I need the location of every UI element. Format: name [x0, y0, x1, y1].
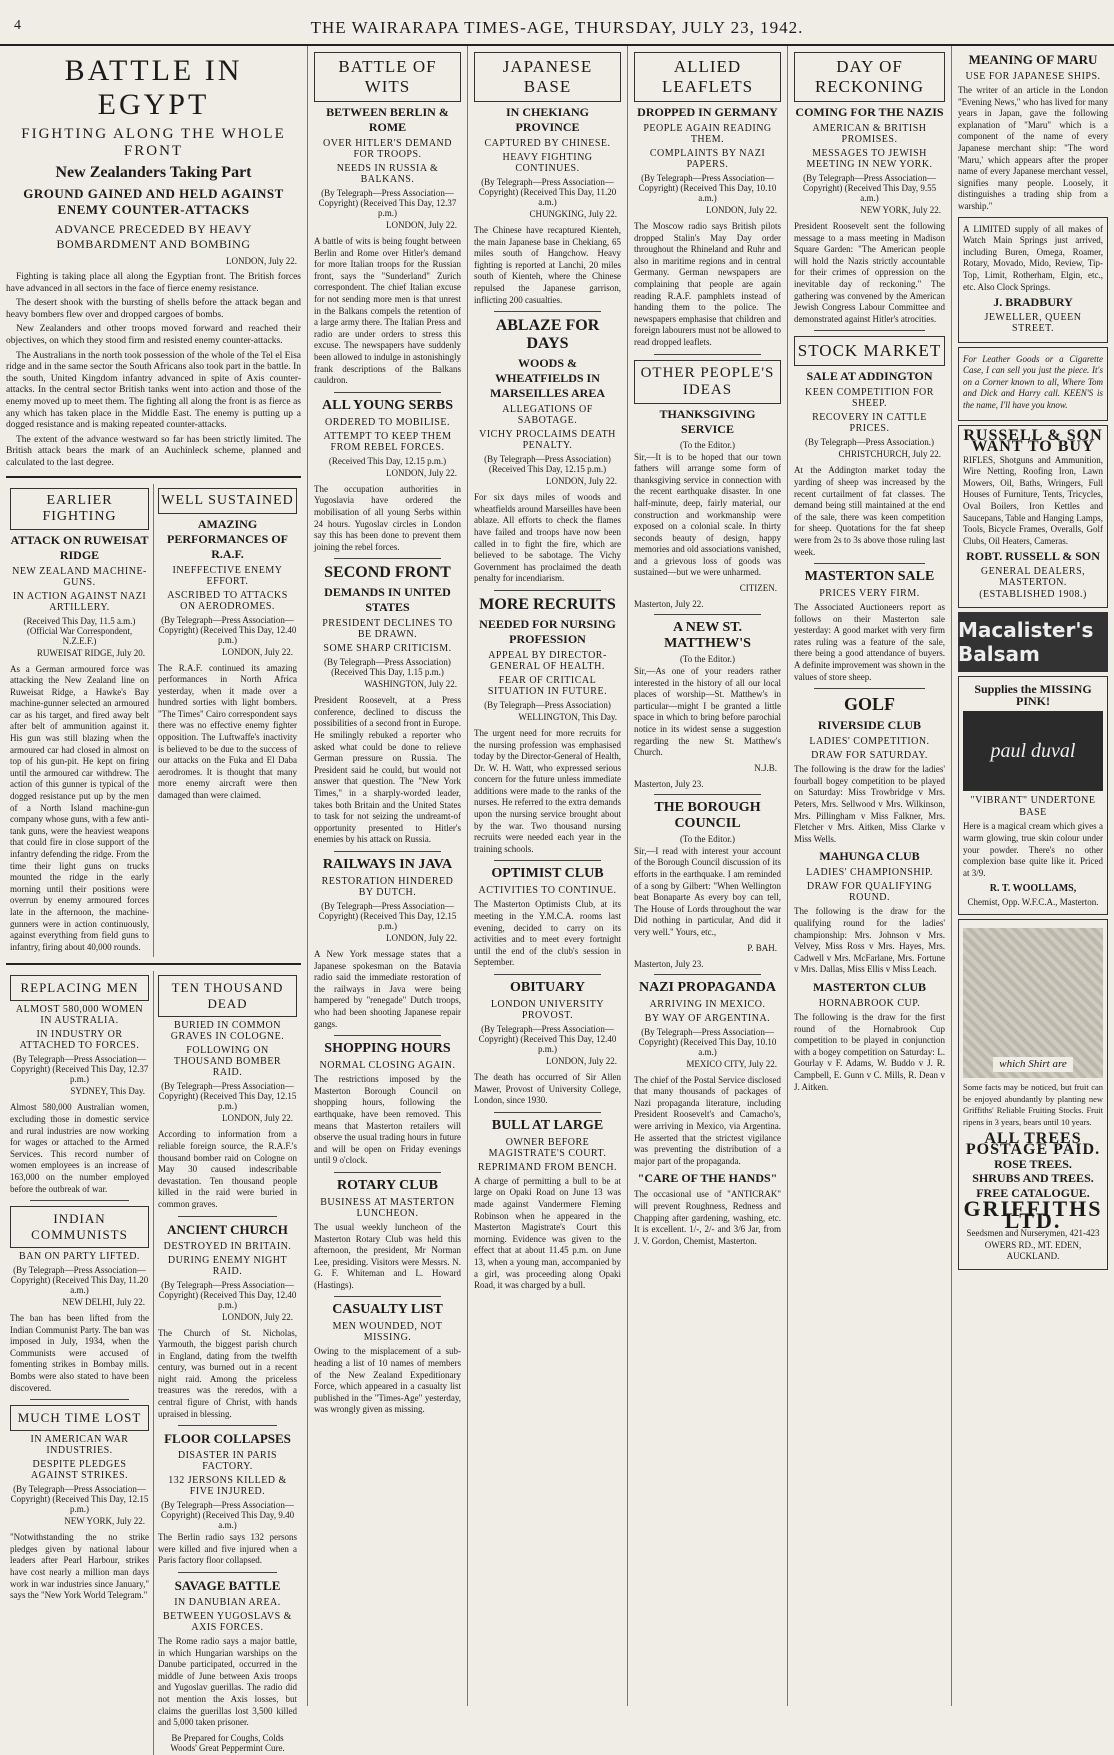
newspaper-title: THE WAIRARAPA TIMES-AGE, THURSDAY, JULY 23, 1942.	[310, 18, 804, 37]
optimist-headline: OPTIMIST CLUB	[491, 866, 604, 882]
masterton-sale-headline: MASTERTON SALE	[804, 569, 935, 585]
others-ideas-headline: OTHER PEOPLE'S IDEAS	[634, 360, 781, 404]
golf-headline: GOLF	[843, 694, 895, 715]
matthews-headline: A NEW ST. MATTHEW'S	[664, 620, 751, 652]
earlier-fighting-article: EARLIER FIGHTING ATTACK ON RUWEISAT RIDGE NEW ZEALAND MACHINE-GUNS. IN ACTION AGAINST NAZI ARTILLERY. (Received This Day, 11.5 a.m.) (Official War Correspondent, N.Z.E.F.) RUWEISAT RIDGE, July 20. As a German armoured force was attacking the New Zealand line on Ruweisat Ridge, a Hawke's Bay machine-gunner selected an armoured car as his target, and fired away belt after belt of ammunition against it. His gun was still blazing when the armoured car had closed in almost on top of his gun-pit. He kept on firing until the armoured car withdrew. The action of this gunner is typical of the dogged resistance put up by the men of a North Island machine-gun company whose guns, with a few anti-tank guns, were the heaviest weapons that could fire in close support of the infantry defending the ridge. From the time their light guns on trucks mounted the ridge in the early morning until their positions were overrun by enemy armoured forces late in the afternoon, the machine-gunners were in action continuously, against everything from field guns to infantry, firing about 40,000 rounds.	[6, 484, 154, 958]
egypt-advance-heading: ADVANCE PRECEDED BY HEAVY BOMBARDMENT AND BOMBING	[54, 222, 253, 251]
russell-ad: RUSSELL & SON WANT TO BUY RIFLES, Shotguns and Ammunition, Wire Netting, Roofing Iron, Lawn Mowers, Oil, Baths, Wringers, Full Houses of Furniture, Tents, Tricycles, Oval Boilers, Iron Kettles and Saucepans, Table and Hanging Lamps, Tools, Bicycle Frames, Overalls, Golf Clubs, Oil Heaters, Cameras. ROBT. RUSSELL & SON GENERAL DEALERS, MASTERTON. (ESTABLISHED 1908.)	[958, 425, 1108, 609]
ablaze-headline: ABLAZE FOR DAYS	[495, 317, 600, 353]
second-front-headline: SECOND FRONT	[324, 564, 451, 582]
egypt-headline: BATTLE IN EGYPT	[64, 54, 243, 121]
lower-split	[6, 971, 301, 1754]
borough-headline: THE BOROUGH COUNCIL	[654, 799, 761, 831]
casualty-headline: CASUALTY LIST	[332, 1302, 443, 1318]
java-headline: RAILWAYS IN JAVA	[322, 857, 453, 872]
column-3: BATTLE OF WITS BETWEEN BERLIN & ROME OVER HITLER'S DEMAND FOR TROOPS. NEEDS IN RUSSIA & BALKANS. (By Telegraph—Press Association—Copyright) (Received This Day, 12.37 p.m.) LONDON, July 22. A battle of wits is being fought between Berlin and Rome over Hitler's demand for more Italian troops for the Russian front, says the "Sunderland" Zurich correspondent. The chief Italian excuse for not sending more men is that unrest in the Balkans compels the retention of a large army there. The Italian Press and radio are under orders to stress this excuse. The newspapers have suddenly been allowed to indulge in astonishingly frank descriptions of the Balkans cauldron. ALL YOUNG SERBS ORDERED TO MOBILISE. ATTEMPT TO KEEP THEM FROM REBEL FORCES. (Received This Day, 12.15 p.m.) LONDON, July 22. The occupation authorities in Yugoslavia have ordered the mobilisation of all young Serbs within 24 hours. Yugoslav circles in London say this has been done to prevent them joining the rebel forces. SECOND FRONT DEMANDS IN UNITED STATES PRESIDENT DECLINES TO BE DRAWN. SOME SHARP CRITICISM. (By Telegraph—Press Association) (Received This Day, 1.15 p.m.) WASHINGTON, July 22. President Roosevelt, at a Press conference, declined to discuss the possibilities of a second front in Europe. He smilingly rebuked a reporter who asked what could be done to relieve German pressure on Russia. The President said he could, but would not answer that question. The "New York Times," in a sharply-worded leader, takes both Britain and the United States to task for not seizing the undreamt-of opportunity presented to Hitler's enemies by his attack on Russia. RAILWAYS IN JAVA RESTORATION HINDERED BY DUTCH. (By Telegraph—Press Association—Copyright) (Received This Day, 12.15 p.m.) LONDON, July 22. A New York message states that a Japanese spokesman on the Batavia radio said the immediate restoration of the railways in Java were being hampered by "renegade" Dutch troops, who had been shooting Japanese repair gangs. SHOPPING HOURS NORMAL CLOSING AGAIN. The restrictions imposed by the Masterton Borough Council on shopping hours, following the earthquake, have been removed. This means that Masterton retailers will observe the usual trading hours in future and will be open on Friday evenings until 9 o'clock. ROTARY CLUB BUSINESS AT MASTERTON LUNCHEON. The usual weekly luncheon of the Masterton Rotary Club was held this afternoon, the president, Mr Norman Lee, presiding. Visitors were Messrs. N. G. F. Whiteman and L. Howard (Hastings). CASUALTY LIST MEN WOUNDED, NOT MISSING. Owing to the misplacement of a sub-heading a list of 10 names of members of the New Zealand Expeditionary Force, which appeared in a casualty list published in the "Times-Age" yesterday, was wrongly given as missing.	[308, 46, 468, 1706]
column-5: ALLIED LEAFLETS DROPPED IN GERMANY PEOPLE AGAIN READING THEM. COMPLAINTS BY NAZI PAPERS. (By Telegraph—Press Association—Copyright) (Received This Day, 10.10 a.m.) LONDON, July 22. The Moscow radio says British pilots dropped Stalin's May Day order throughout the Rhineland and Ruhr and also in maritime regions and in central Germany. German newspapers are complaining that people are again reading R.A.F. pamphlets instead of handing them to the police. The newspapers emphasise that children and foreign labourers must not be allowed to read dropped leaflets. OTHER PEOPLE'S IDEAS THANKSGIVING SERVICE (To the Editor.) Sir,—It is to be hoped that our town fathers will arrange some form of thanksgiving service in connection with the recent earthquake disaster. In one half-minute, deep, fairly material, our construction and workmanship were exposed on a colonial scale. In thirty seconds beauty of design, happy memories and old associations vanished, and a grievous loss of goods was sustained—but we were unharmed. CITIZEN. Masterton, July 22. A NEW ST. MATTHEW'S (To the Editor.) Sir,—As one of your readers rather interested in the history of all our local places of worship—St. Matthew's in particular—might I be granted a little space in which to bring before parochial notice in its widest sense a suggestion regarding the new St. Matthew's Church. N.J.B. Masterton, July 23. THE BOROUGH COUNCIL (To the Editor.) Sir,—I read with interest your account of the Borough Council discussion of its efforts in the earthquake. I am reminded of a song by Gilbert: "When Wellington beat Bonaparte As every boy can tell, The House of Lords throughout the war Did nothing in particular, And did it very well." Yours, etc., P. BAH. Masterton, July 23. NAZI PROPAGANDA ARRIVING IN MEXICO. BY WAY OF ARGENTINA. (By Telegraph—Press Association—Copyright) (Received This Day, 10.10 a.m.) MEXICO CITY, July 22. The chief of the Postal Service disclosed that many thousands of packages of Nazi propaganda literature, including President Roosevelt's and Camacho's, were arriving in Mexico, via Argentina. He asserted that the strictest vigilance was preventing the distribution of a major part of the propaganda. "CARE OF THE HANDS" The occasional use of "ANTICRAK" will prevent Roughness, Redness and Chapping after gardening, washing, etc. It is excellent. 1/-, 2/- and 3/6 Jar, from J. V. Gordon, Chemist, Masterton.	[628, 46, 788, 1706]
column-6: DAY OF RECKONING COMING FOR THE NAZIS AMERICAN & BRITISH PROMISES. MESSAGES TO JEWISH MEETING IN NEW YORK. (By Telegraph—Press Association—Copyright) (Received This Day, 9.55 a.m.) NEW YORK, July 22. President Roosevelt sent the following message to a mass meeting in Madison Square Garden: "The American people will hold the Nazis strictly accountable for their crimes of oppression on the inevitable day of reckoning." The gathering was convened by the American Jewish Congress Labour Committee and demonstrated against Hitler's atrocities. STOCK MARKET SALE AT ADDINGTON KEEN COMPETITION FOR SHEEP. RECOVERY IN CATTLE PRICES. (By Telegraph—Press Association.) CHRISTCHURCH, July 22. At the Addington market today the yarding of sheep was increased by the recent curtailment of fat classes. The demand being still maintained at the end of the sale, there was keen competition for sheep. Quotations for the fat sheep were from 2s to 3s above those ruling last week. MASTERTON SALE PRICES VERY FIRM. The Associated Auctioneers report as follows on their Masterton sale yesterday: A good market with very firm rates ruling was a feature of the sale, there being a good attendance of buyers. A definite improvement was shown in the values of store sheep. GOLF RIVERSIDE CLUB LADIES' COMPETITION. DRAW FOR SATURDAY. The following is the draw for the ladies' fourball bogey competition to be played on Saturday: Miss Trowbridge v Mrs. Peters, Mrs. Sellwood v Mrs. Wilkinson, Mrs. Pillingham v Miss Falkner, Mrs. Fletcher v Mrs. Aitken, Miss Clarke v Miss Wells. MAHUNGA CLUB LADIES' CHAMPIONSHIP. DRAW FOR QUALIFYING ROUND. The following is the draw for the qualifying round for the ladies' championship: Mrs. Johnson v Mrs. Velvey, Miss Ross v Mrs. Hayes, Mrs. Cadwell v Mrs. McFarlane, Mrs. Fortune v Mrs. Dallas, Miss Ellis v Miss Leach. MASTERTON CLUB HORNABROOK CUP. The following is the draw for the first round of the Hornabrook Cup competition to be played in conjunction with a bogey competition on Saturday: L. Gourlay v F. Adams, W. Buddo v J. R. Campbell, E. Gunn v C. Mills, R. Dean v J. Aitken.	[788, 46, 952, 1706]
column-7: MEANING OF MARU USE FOR JAPANESE SHIPS. The writer of an article in the London "Evening News," who has lived for many years in Japan, gave the following explanation of "Maru" which is a component of the name of every Japanese merchant ship: "The word 'Maru,' which appears after the proper name of every Japanese merchant vessel, signifies many people. Loosely, it distinguishes a trading ship from a warship." A LIMITED supply of all makes of Watch Main Springs just arrived, including Buren, Omega, Roamer, Rotary, Movado, Mido, Review, Tip-Top, Limit, Rotherham, Elgin, etc., etc. Also Clock Springs. J. BRADBURY JEWELLER, QUEEN STREET. For Leather Goods or a Cigarette Case, I can sell you just the piece. It's on a Corner known to all, Where Tom and Dick and Harry call. KEEN'S is the name, I'll have you know. RUSSELL & SON WANT TO BUY RIFLES, Shotguns and Ammunition, Wire Netting, Roofing Iron, Lawn Mowers, Oil, Baths, Wringers, Full Houses of Furniture, Tents, Tricycles, Oval Boilers, Iron Kettles and Saucepans, Table and Hanging Lamps, Tools, Bicycle Frames, Overalls, Golf Clubs, Oil Heaters, Cameras. ROBT. RUSSELL & SON GENERAL DEALERS, MASTERTON. (ESTABLISHED 1908.) Macalister's Balsam Supplies the MISSING PINK! paul duval "VIBRANT" UNDERTONE BASE Here is a magical cream which gives a warm glowing, true skin colour under your powder. There's no other complexion base quite like it. Priced at 3/9. R. T. WOOLLAMS, Chemist, Opp. W.F.C.A., Masterton. which Shirt are Some facts may be noticed, but fruit can be enjoyed abundantly by planting new Griffiths' Reliable Fruiting Stocks. Fruit ripens in 3 years, bears until 10 years. ALL TREES POSTAGE PAID. ROSE TREES. SHRUBS AND TREES. FREE CATALOGUE. GRIFFITHS LTD. Seedsmen and Nurserymen, 421-423 OWERS RD., MT. EDEN, AUCKLAND.	[952, 46, 1114, 1706]
egypt-nz-heading: New Zealanders Taking Part	[55, 164, 252, 181]
egypt-subheadline: FIGHTING ALONG THE WHOLE FRONT	[21, 126, 286, 159]
keens-ad: For Leather Goods or a Cigarette Case, I can sell you just the piece. It's on a Corner known to all, Where Tom and Dick and Harry call. KEEN'S is the name, I'll have you know.	[958, 347, 1108, 421]
bradbury-ad: A LIMITED supply of all makes of Watch Main Springs just arrived, including Buren, Omega, Roamer, Rotary, Movado, Mido, Review, Tip-Top, Limit, Rotherham, Elgin, etc., etc. Also Clock Springs. J. BRADBURY JEWELLER, QUEEN STREET.	[958, 217, 1108, 343]
sustained-headline: WELL SUSTAINED	[158, 488, 297, 514]
egypt-article-body: Fighting is taking place all along the Egyptian front. The British forces have advanced in all sectors in the face of fierce enemy resistance. The desert shook with the bursting of shells before the attack began and heavy bombers flew over and dropped cargoes of bombs. New Zealanders and other troops moved forward and reached their objectives, on which they stood firm and resisted enemy counter-attacks. The Australians in the north took possession of the whole of the Tel el Eisa ridge and in the same sector the South Africans also took part in the battle. In the south, United Kingdom infantry advanced in spite of Axis counter-attacks. In the central sector British tanks went into action and those of the enemy moved up to meet them. The fighting all along the front is as fierce as any which has taken place in the Middle East. The enemy is putting up a dogged resistance and is making repeated counter-attacks. The extent of the advance westward so far has been strictly limited. The British attack bears the mark of an Auchinleck scheme, planned and calculated to the last degree.	[6, 272, 301, 468]
shopping-headline: SHOPPING HOURS	[324, 1041, 451, 1057]
maru-headline: MEANING OF MARU	[968, 52, 1098, 67]
leaflets-headline: ALLIED LEAFLETS	[634, 52, 781, 102]
rotary-headline: ROTARY CLUB	[336, 1177, 438, 1193]
trees-illustration: which Shirt are	[963, 928, 1103, 1078]
egypt-dateline: LONDON, July 22.	[226, 256, 297, 266]
well-sustained-article: WELL SUSTAINED AMAZING PERFORMANCES OF R.A.F. INEFFECTIVE ENEMY EFFORT. ASCRIBED TO ATTACKS ON AERODROMES. (By Telegraph—Press Association—Copyright) (Received This Day, 12.40 p.m.) LONDON, July 22. The R.A.F. continued its amazing performances in North Africa yesterday, when it made over a hundred sorties with light bombers. "The Times" Cairo correspondent says there was no effective enemy fighter opposition. The Luftwaffe's inactivity is believed to be due to the success of our attacks on the Fuka and El Daba aerodromes. It is thought that many more enemy aircraft were then damaged than were claimed.	[154, 484, 301, 958]
obituary-headline: OBITUARY	[510, 980, 585, 995]
replacing-men-column: REPLACING MEN ALMOST 580,000 WOMEN IN AUSTRALIA. IN INDUSTRY OR ATTACHED TO FORCES. (By Telegraph—Press Association—Copyright) (Received This Day, 12.37 p.m.) SYDNEY, This Day. Almost 580,000 Australian women, excluding those in domestic service and rural industries are now working for wages or attached to the Armed Services. This record number of women employees is an increase of 163,000 on the number employed before the outbreak of war. INDIAN COMMUNISTS BAN ON PARTY LIFTED. (By Telegraph—Press Association—Copyright) (Received This Day, 11.20 a.m.) NEW DELHI, July 22. The ban has been lifted from the Indian Communist Party. The ban was imposed in July, 1934, when the Communists were accused of fomenting strikes in Bombay mills. Bombs were also stated to have been discovered. MUCH TIME LOST IN AMERICAN WAR INDUSTRIES. DESPITE PLEDGES AGAINST STRIKES. (By Telegraph—Press Association—Copyright) (Received This Day, 12.15 p.m.) NEW YORK, July 22. "Notwithstanding the no strike pledges given by national labour leaders after Pearl Harbour, strikes have cost nearly a million man days work in war industries since January," says the "New York World Telegram."	[6, 971, 154, 1754]
griffiths-trees-ad: which Shirt are Some facts may be noticed, but fruit can be enjoyed abundantly by planting new Griffiths' Reliable Fruiting Stocks. Fruit ripens in 3 years, bears until 10 years. ALL TREES POSTAGE PAID. ROSE TREES. SHRUBS AND TREES. FREE CATALOGUE. GRIFFITHS LTD. Seedsmen and Nurserymen, 421-423 OWERS RD., MT. EDEN, AUCKLAND.	[958, 919, 1108, 1269]
nazi-headline: NAZI PROPAGANDA	[638, 979, 776, 995]
reckoning-headline: DAY OF RECKONING	[794, 52, 945, 102]
japanese-headline: JAPANESE BASE	[474, 52, 621, 102]
earlier-headline: EARLIER FIGHTING	[10, 488, 149, 530]
stock-market-headline: STOCK MARKET	[794, 336, 945, 366]
page-number: 4	[14, 18, 21, 33]
column-1	[0, 46, 308, 1753]
ten-thousand-dead-column: TEN THOUSAND DEAD BURIED IN COMMON GRAVES IN COLOGNE. FOLLOWING ON THOUSAND BOMBER RAID. (By Telegraph—Press Association—Copyright) (Received This Day, 12.15 p.m.) LONDON, July 22. According to information from a reliable foreign source, the R.A.F.'s thousand bomber raid on Cologne on May 30 caused indescribable devastation. Ten thousand people killed in the raid were buried in common graves. ANCIENT CHURCH DESTROYED IN BRITAIN. DURING ENEMY NIGHT RAID. (By Telegraph—Press Association—Copyright) (Received This Day, 12.40 p.m.) LONDON, July 22. The Church of St. Nicholas, Yarmouth, the biggest parish church in England, dating from the twelfth century, was burned out in a recent night raid. Among the priceless treasures was the reredos, with a central figure of Christ, with hands upraised in blessing. FLOOR COLLAPSES DISASTER IN PARIS FACTORY. 132 JERSONS KILLED & FIVE INJURED. (By Telegraph—Press Association—Copyright) (Received This Day, 9.40 a.m.) The Berlin radio says 132 persons were killed and five injured when a Paris factory floor collapsed. SAVAGE BATTLE IN DANUBIAN AREA. BETWEEN YUGOSLAVS & AXIS FORCES. The Rome radio says a major battle, in which Hungarian warships on the Danube participated, occurred in the middle of June between Axis troops and Yugoslav guerillas. The radio did not mention the Axis losses, but claims the guerillas lost 3,500 killed and 5,000 taken prisoner. Be Prepared for Coughs, Colds Woods' Great Peppermint Cure.	[154, 971, 301, 1754]
column-4: JAPANESE BASE IN CHEKIANG PROVINCE CAPTURED BY CHINESE. HEAVY FIGHTING CONTINUES. (By Telegraph—Press Association—Copyright) (Received This Day, 11.20 a.m.) CHUNGKING, July 22. The Chinese have recaptured Kienteh, the main Japanese base in Chekiang, 65 miles south of Hangchow. Heavy fighting is reported at Lanchi, 20 miles south of Kienteh, where the Chinese repulsed the Japanese garrison, inflicting 200 casualties. ABLAZE FOR DAYS WOODS & WHEATFIELDS IN MARSEILLES AREA ALLEGATIONS OF SABOTAGE. VICHY PROCLAIMS DEATH PENALTY. (By Telegraph—Press Association) (Received This Day, 12.15 p.m.) LONDON, July 22. For six days miles of woods and wheatfields around Marseilles have been ablaze. All efforts to check the flames have failed and troops have now been called in to fight the fire, which are believed to be sabotage. The Vichy Government has proclaimed the death penalty for incendiarism. MORE RECRUITS NEEDED FOR NURSING PROFESSION APPEAL BY DIRECTOR-GENERAL OF HEALTH. FEAR OF CRITICAL SITUATION IN FUTURE. (By Telegraph—Press Association) WELLINGTON, This Day. The urgent need for more recruits for the nursing profession was emphasised today by the Director-General of Health, Dr. W. H. Watt, who expressed serious concern for the future unless immediate additions were made to the ranks of the nurses. He referred to the extra demands upon the nursing service brought about by the war. Two thousand nursing recruits were needed each year in the training schools. OPTIMIST CLUB ACTIVITIES TO CONTINUE. The Masterton Optimists Club, at its meeting in the Y.M.C.A. rooms last evening, decided to carry on its activities and to meet every fortnight until the end of the club's session in September. OBITUARY LONDON UNIVERSITY PROVOST. (By Telegraph—Press Association—Copyright) (Received This Day, 12.40 p.m.) LONDON, July 22. The death has occurred of Sir Allen Mawer, Provost of University College, London, since 1930. BULL AT LARGE OWNER BEFORE MAGISTRATE'S COURT. REPRIMAND FROM BENCH. A charge of permitting a bull to be at large on Opaki Road on June 13 was made against Vandermere Fleming Robinson when he appeared in the Masterton Magistrate's Court this morning. Evidence was given to the effect that at about 11.45 p.m. on June 13, when a young man, accompanied by a girl, was proceeding along Opaki Road, it was charged by a bull.	[468, 46, 628, 1706]
egypt-ground-heading: GROUND GAINED AND HELD AGAINST ENEMY COUNTER-ATTACKS	[23, 186, 284, 217]
serbs-headline: ALL YOUNG SERBS	[322, 397, 453, 413]
paul-duval-logo: paul duval	[963, 711, 1103, 791]
masthead	[0, 0, 1114, 46]
recruits-headline: MORE RECRUITS	[479, 595, 616, 613]
earlier-sustained-split	[6, 484, 301, 958]
bull-headline: BULL AT LARGE	[491, 1117, 604, 1133]
wits-headline: BATTLE OF WITS	[314, 52, 461, 102]
paul-duval-ad: Supplies the MISSING PINK! paul duval "VIBRANT" UNDERTONE BASE Here is a magical cream which gives a warm glowing, true skin colour under your powder. There's no other complexion base quite like it. Priced at 3/9. R. T. WOOLLAMS, Chemist, Opp. W.F.C.A., Masterton.	[958, 676, 1108, 915]
macalister-balsam-ad: Macalister's Balsam	[958, 612, 1108, 672]
